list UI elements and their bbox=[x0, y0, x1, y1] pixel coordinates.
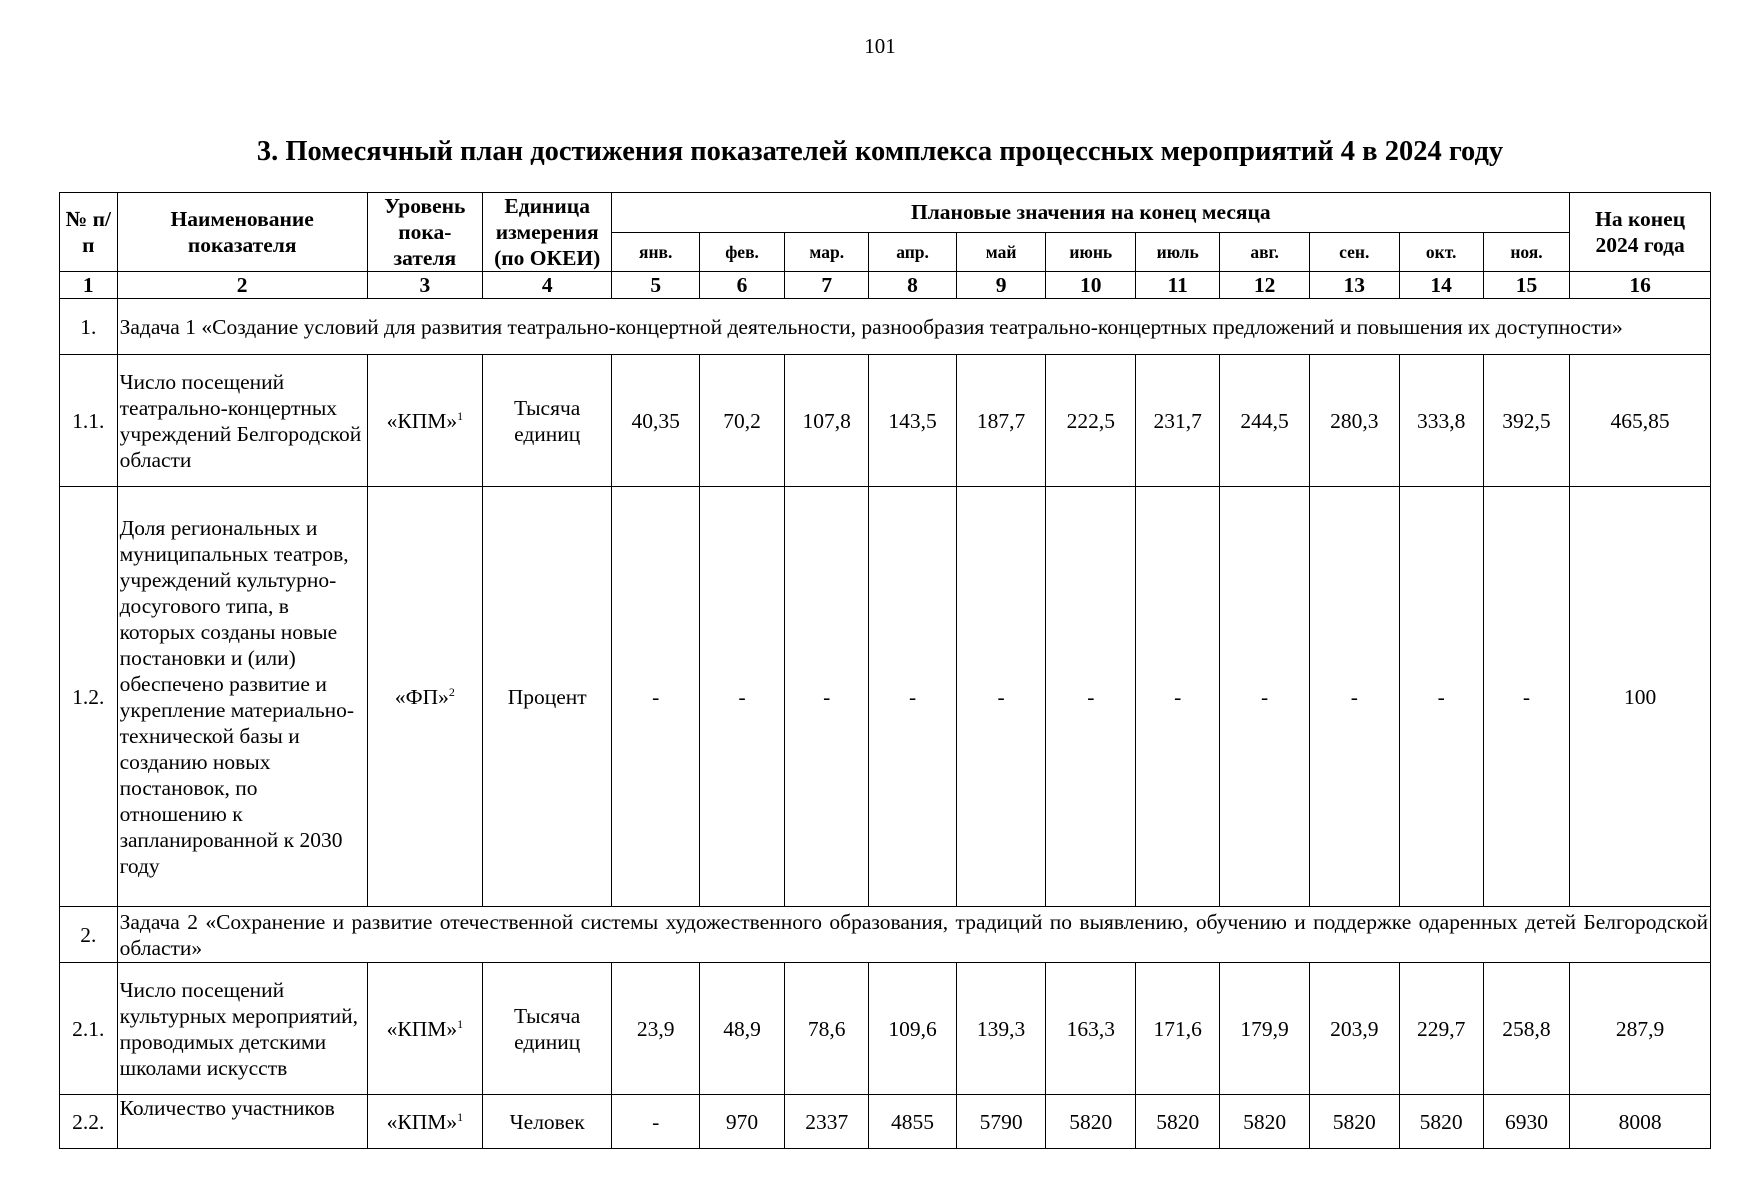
column-number: 15 bbox=[1483, 272, 1569, 299]
header-name: Наименование показателя bbox=[117, 193, 367, 272]
header-num: № п/п bbox=[60, 193, 118, 272]
month-value: 171,6 bbox=[1136, 963, 1220, 1095]
page-number: 101 bbox=[864, 34, 896, 58]
indicator-level: «КПМ»$^1$ bbox=[367, 355, 482, 487]
indicator-unit: Тысяча единиц bbox=[482, 963, 612, 1095]
column-number: 12 bbox=[1220, 272, 1310, 299]
header-month: фев. bbox=[699, 232, 784, 272]
header-month: май bbox=[956, 232, 1046, 272]
column-number: 5 bbox=[612, 272, 699, 299]
task-text: Задача 2 «Сохранение и развитие отечественной системы художественного образования, традиций по выявлению, обучению и поддержке одаренных детей Белгородской области» bbox=[117, 907, 1710, 963]
year-end-value: 287,9 bbox=[1570, 963, 1711, 1095]
month-value: 139,3 bbox=[956, 963, 1046, 1095]
indicator-name: Количество участников bbox=[117, 1095, 367, 1149]
month-value: 258,8 bbox=[1483, 963, 1569, 1095]
task-text: Задача 1 «Создание условий для развития театрально-концертной деятельности, разнообразия театрально-концертных предложений и повышения их доступности» bbox=[117, 299, 1710, 355]
column-number: 14 bbox=[1399, 272, 1483, 299]
month-value: 23,9 bbox=[612, 963, 699, 1095]
month-value: 280,3 bbox=[1309, 355, 1399, 487]
header-month: ноя. bbox=[1483, 232, 1569, 272]
month-value: - bbox=[699, 487, 784, 907]
month-value: 187,7 bbox=[956, 355, 1046, 487]
column-number: 11 bbox=[1136, 272, 1220, 299]
month-value: - bbox=[1309, 487, 1399, 907]
month-value: 2337 bbox=[785, 1095, 869, 1149]
month-value: 143,5 bbox=[869, 355, 956, 487]
header-year-end: На конец 2024 года bbox=[1570, 193, 1711, 272]
header-month: янв. bbox=[612, 232, 699, 272]
header-month: июнь bbox=[1046, 232, 1136, 272]
month-value: 5790 bbox=[956, 1095, 1046, 1149]
year-end-value: 465,85 bbox=[1570, 355, 1711, 487]
year-end-value: 100 bbox=[1570, 487, 1711, 907]
task-row bbox=[60, 299, 1711, 355]
month-value: 163,3 bbox=[1046, 963, 1136, 1095]
month-value: 244,5 bbox=[1220, 355, 1310, 487]
column-number: 1 bbox=[60, 272, 118, 299]
month-value: 4855 bbox=[869, 1095, 956, 1149]
column-number-row bbox=[60, 272, 1711, 299]
month-value: 78,6 bbox=[785, 963, 869, 1095]
monthly-plan-table bbox=[59, 192, 1711, 1149]
indicator-unit: Человек bbox=[482, 1095, 612, 1149]
month-value: - bbox=[1399, 487, 1483, 907]
indicator-level: «КПМ»$^1$ bbox=[367, 1095, 482, 1149]
column-number: 10 bbox=[1046, 272, 1136, 299]
header-month: окт. bbox=[1399, 232, 1483, 272]
row-number: 1. bbox=[60, 299, 118, 355]
column-number: 4 bbox=[482, 272, 612, 299]
month-value: 231,7 bbox=[1136, 355, 1220, 487]
month-value: - bbox=[1046, 487, 1136, 907]
month-value: - bbox=[612, 1095, 699, 1149]
column-number: 7 bbox=[785, 272, 869, 299]
header-month: апр. bbox=[869, 232, 956, 272]
column-number: 8 bbox=[869, 272, 956, 299]
header-unit: Единица измерения (по ОКЕИ) bbox=[482, 193, 612, 272]
month-value: - bbox=[1483, 487, 1569, 907]
indicator-row bbox=[60, 963, 1711, 1095]
indicator-name: Доля региональных и муниципальных театров, учреждений культурно-досугового типа, в которых созданы новые постановки и (или) обеспечено развитие и укрепление материально-технической базы и созданию новых постановок, по отношению к запланированной к 2030 году bbox=[117, 487, 367, 907]
indicator-unit: Процент bbox=[482, 487, 612, 907]
month-value: 5820 bbox=[1136, 1095, 1220, 1149]
document-title: 3. Помесячный план достижения показателей комплекса процессных мероприятий 4 в 2024 году bbox=[256, 136, 1504, 167]
month-value: 5820 bbox=[1309, 1095, 1399, 1149]
row-number: 2.2. bbox=[60, 1095, 118, 1149]
month-value: - bbox=[1136, 487, 1220, 907]
month-value: 333,8 bbox=[1399, 355, 1483, 487]
header-month: сен. bbox=[1309, 232, 1399, 272]
month-value: 5820 bbox=[1046, 1095, 1136, 1149]
month-value: 5820 bbox=[1399, 1095, 1483, 1149]
month-value: - bbox=[956, 487, 1046, 907]
row-number: 1.1. bbox=[60, 355, 118, 487]
indicator-row bbox=[60, 1095, 1711, 1149]
month-value: 70,2 bbox=[699, 355, 784, 487]
row-number: 2. bbox=[60, 907, 118, 963]
month-value: - bbox=[612, 487, 699, 907]
month-value: 6930 bbox=[1483, 1095, 1569, 1149]
column-number: 16 bbox=[1570, 272, 1711, 299]
header-month: мар. bbox=[785, 232, 869, 272]
column-number: 3 bbox=[367, 272, 482, 299]
column-number: 13 bbox=[1309, 272, 1399, 299]
column-number: 9 bbox=[956, 272, 1046, 299]
month-value: - bbox=[1220, 487, 1310, 907]
header-month: июль bbox=[1136, 232, 1220, 272]
column-number: 2 bbox=[117, 272, 367, 299]
indicator-level: «ФП»$^2$ bbox=[367, 487, 482, 907]
indicator-name: Число посещений театрально-концертных учреждений Белгородской области bbox=[117, 355, 367, 487]
month-value: 229,7 bbox=[1399, 963, 1483, 1095]
header-month: авг. bbox=[1220, 232, 1310, 272]
column-number: 6 bbox=[699, 272, 784, 299]
month-value: 392,5 bbox=[1483, 355, 1569, 487]
month-value: 5820 bbox=[1220, 1095, 1310, 1149]
header-level: Уровень пока-зателя bbox=[367, 193, 482, 272]
month-value: 222,5 bbox=[1046, 355, 1136, 487]
indicator-row bbox=[60, 355, 1711, 487]
month-value: 970 bbox=[699, 1095, 784, 1149]
task-row bbox=[60, 907, 1711, 963]
row-number: 1.2. bbox=[60, 487, 118, 907]
year-end-value: 8008 bbox=[1570, 1095, 1711, 1149]
indicator-level: «КПМ»$^1$ bbox=[367, 963, 482, 1095]
indicator-row bbox=[60, 487, 1711, 907]
month-value: 109,6 bbox=[869, 963, 956, 1095]
month-value: 203,9 bbox=[1309, 963, 1399, 1095]
header-planned-values: Плановые значения на конец месяца bbox=[612, 193, 1570, 233]
row-number: 2.1. bbox=[60, 963, 118, 1095]
month-value: 107,8 bbox=[785, 355, 869, 487]
month-value: 48,9 bbox=[699, 963, 784, 1095]
month-value: - bbox=[785, 487, 869, 907]
month-value: 179,9 bbox=[1220, 963, 1310, 1095]
month-value: - bbox=[869, 487, 956, 907]
indicator-name: Число посещений культурных мероприятий, проводимых детскими школами искусств bbox=[117, 963, 367, 1095]
month-value: 40,35 bbox=[612, 355, 699, 487]
indicator-unit: Тысяча единиц bbox=[482, 355, 612, 487]
